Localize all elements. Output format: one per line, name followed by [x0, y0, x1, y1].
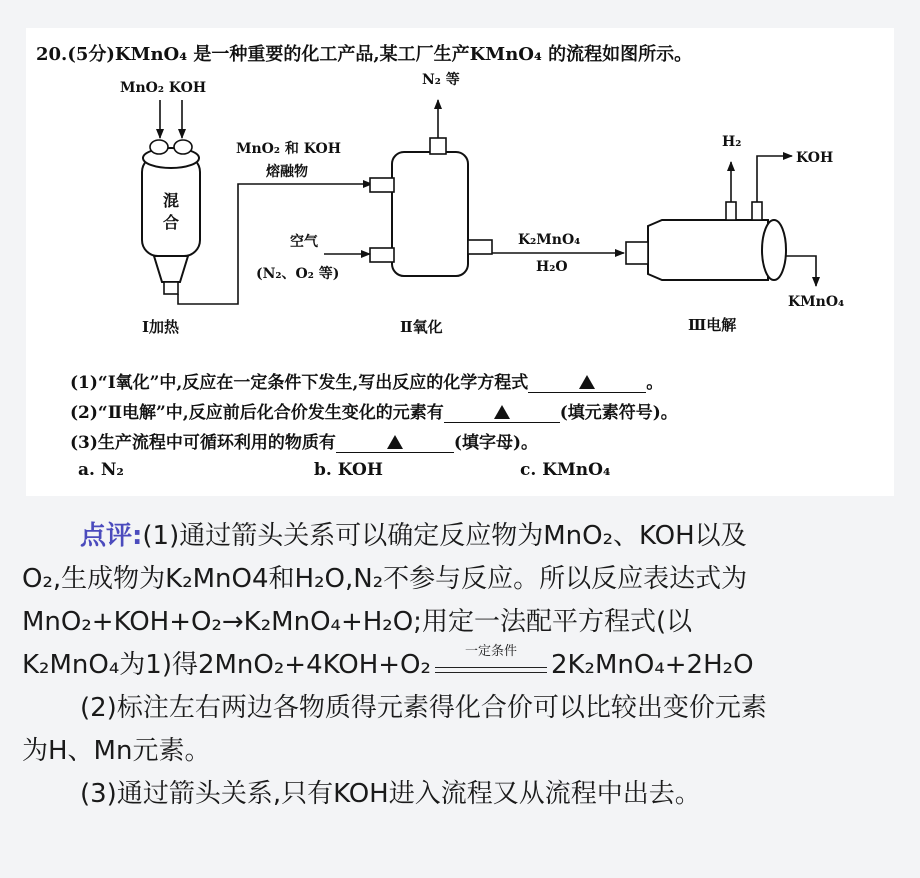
oxidation-reactor — [370, 138, 492, 276]
process-flow-diagram — [26, 28, 894, 496]
equation-right: 2K₂MnO₄+2H₂O — [550, 650, 754, 680]
stage1-label: Ⅰ加热 — [142, 318, 180, 336]
melt-label-2: 熔融物 — [266, 164, 308, 180]
k2mno4-label: K₂MnO₄ — [518, 232, 581, 248]
analysis-text: (1)通过箭头关系可以确定反应物为MnO₂、KOH以及 — [142, 521, 747, 551]
h2-label: H₂ — [722, 134, 742, 150]
analysis-section — [22, 515, 902, 816]
stage3-label: Ⅲ电解 — [688, 316, 737, 334]
n2-label: N₂ 等 — [422, 72, 460, 88]
question-2-text: (2)“Ⅱ电解”中,反应前后化合价发生变化的元素有 — [70, 403, 444, 423]
air-label-1: 空气 — [290, 234, 318, 250]
melt-label-1: MnO₂ 和 KOH — [236, 141, 341, 157]
analysis-line-5: (2)标注左右两边各物质得元素得化合价可以比较出变价元素 — [80, 693, 767, 723]
question-3 — [70, 428, 538, 453]
input-label: MnO₂ KOH — [120, 80, 207, 96]
kmno4-outlet-arrow — [786, 256, 816, 286]
analysis-line-7: (3)通过箭头关系,只有KOH进入流程又从流程中出去。 — [80, 779, 701, 809]
option-c: c. KMnO₄ — [520, 460, 611, 480]
equation-left: K₂MnO₄为1)得2MnO₂+4KOH+O₂ — [22, 650, 431, 680]
analysis-line-6: 为H、Mn元素。 — [22, 736, 211, 766]
option-a: a. N₂ — [78, 460, 124, 480]
answer-blank-3[interactable] — [336, 434, 454, 453]
analysis-line-1 — [22, 515, 902, 558]
condition-text: 一定条件 — [464, 643, 517, 659]
koh-out-label: KOH — [796, 150, 834, 166]
analysis-line-4 — [22, 644, 902, 687]
kmno4-label: KMnO₄ — [788, 294, 845, 310]
option-b: b. KOH — [314, 460, 383, 480]
answer-blank-2[interactable] — [444, 404, 560, 423]
question-2-end: (填元素符号)。 — [559, 403, 678, 423]
blank-marker-icon — [387, 435, 403, 449]
air-label-2: (N₂、O₂ 等) — [256, 266, 340, 282]
electrolysis-cell — [626, 202, 786, 280]
question-1-text: (1)“Ⅰ氧化”中,反应在一定条件下发生,写出反应的化学方程式 — [70, 373, 529, 393]
question-title: 20.(5分)KMnO₄ 是一种重要的化工产品,某工厂生产KMnO₄ 的流程如图所示。 — [36, 44, 693, 65]
question-1 — [70, 368, 663, 393]
mixer-label-1: 混 — [163, 191, 180, 210]
melt-pipe-arrow — [178, 184, 372, 304]
answer-blank-1[interactable] — [528, 374, 646, 393]
blank-marker-icon — [579, 375, 595, 389]
question-card — [26, 28, 894, 496]
koh-outlet-arrow — [757, 156, 792, 202]
reaction-condition-sign — [435, 643, 547, 681]
analysis-line-3: MnO₂+KOH+O₂→K₂MnO₄+H₂O;用定一法配平方程式(以 — [22, 607, 693, 637]
question-3-end: (填字母)。 — [453, 433, 539, 453]
answer-options — [78, 460, 778, 484]
question-1-end: 。 — [646, 373, 664, 393]
stage2-label: Ⅱ氧化 — [400, 318, 443, 336]
mixer-label-2: 合 — [163, 213, 180, 232]
blank-marker-icon — [494, 405, 510, 419]
analysis-line-2: O₂,生成物为K₂MnO4和H₂O,N₂不参与反应。所以反应表达式为 — [22, 564, 748, 594]
question-3-text: (3)生产流程中可循环利用的物质有 — [70, 433, 336, 453]
question-2 — [70, 398, 678, 423]
h2o-label: H₂O — [536, 259, 568, 275]
analysis-label: 点评: — [80, 521, 143, 551]
